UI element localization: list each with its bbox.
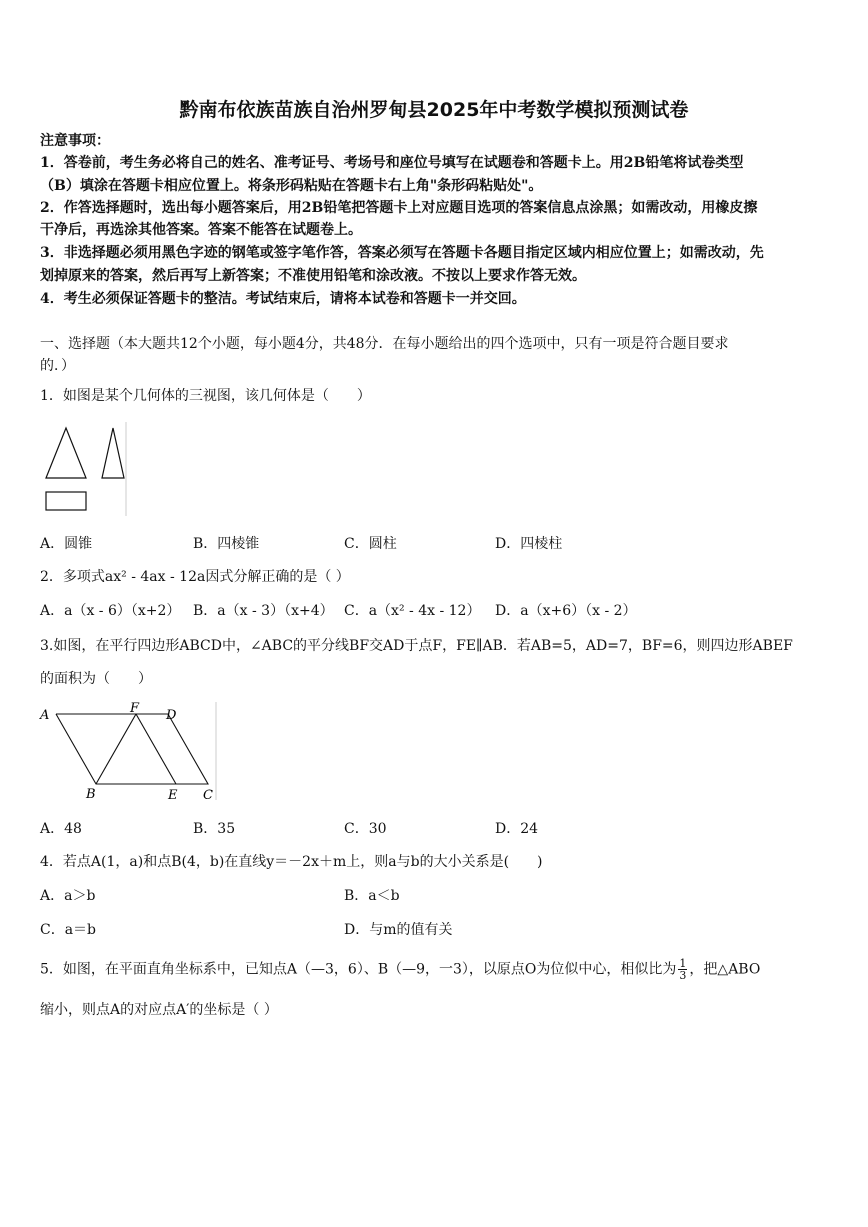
notice-item-3-line-1: 3．非选择题必须用黑色字迹的钢笔或签字笔作答，答案必须写在答题卡各题目指定区域内相应位置上；如需改动，先 [40, 245, 764, 261]
section-1-line-2: 的．） [40, 358, 75, 374]
q1-top-view-rectangle [46, 492, 86, 510]
q3-label-c: C [203, 788, 213, 803]
q2-option-d: D．a（x+6）（x - 2） [495, 603, 637, 619]
q2-option-a: A．a（x - 6）（x+2） [40, 603, 181, 619]
notice-item-1-line-2: （B）填涂在答题卡相应位置上。将条形码粘贴在答题卡右上角"条形码粘贴处"。 [40, 178, 543, 194]
section-1-line-1: 一、选择题（本大题共12个小题，每小题4分，共48分．在每小题给出的四个选项中，只有一项是符合题目要求 [40, 336, 729, 352]
q5-fraction-numerator: 1 [679, 957, 687, 970]
page-title: 黔南布依族苗族自治州罗甸县2025年中考数学模拟预测试卷 [179, 99, 689, 121]
q3-stem-line-1: 3.如图，在平行四边形ABCD中，∠ABC的平分线BF交AD于点F，FE∥AB．若AB=5，AD=7，BF=6，则四边形ABEF [40, 638, 793, 654]
q2-stem: 2．多项式ax² - 4ax - 12a因式分解正确的是（ ） [40, 569, 350, 585]
q5-stem-part-1: 5．如图，在平面直角坐标系中，已知点A（—3，6）、B（—9，一3），以原点O为位似中心，相似比为 [40, 961, 677, 978]
q5-stem-line-2: 缩小，则点A的对应点A′的坐标是（ ） [40, 1002, 278, 1018]
q5-fraction-denominator: 3 [679, 969, 687, 982]
notice-item-4: 4．考生必须保证答题卡的整洁。考试结束后，请将本试卷和答题卡一并交回。 [40, 291, 526, 307]
notice-item-3-line-2: 划掉原来的答案，然后再写上新答案；不准使用铅笔和涂改液。不按以上要求作答无效。 [40, 268, 586, 284]
q4-option-d: D．与m的值有关 [344, 922, 453, 938]
q3-option-b: B．35 [193, 821, 236, 837]
q3-label-f: F [130, 701, 140, 716]
q2-option-c: C．a（x² - 4x - 12） [344, 603, 481, 619]
q3-label-e: E [168, 788, 178, 803]
q5-fraction [678, 958, 687, 981]
q4-option-b: B．a＜b [344, 888, 400, 904]
notice-item-2-line-2: 干净后，再选涂其他答案。答案不能答在试题卷上。 [40, 222, 362, 238]
q3-segment-bf [96, 714, 136, 784]
q2-option-b: B．a（x - 3）（x+4） [193, 603, 334, 619]
q1-three-views-figure [40, 420, 130, 518]
q3-label-b: B [86, 787, 96, 802]
q1-stem: 1．如图是某个几何体的三视图，该几何体是（ ） [40, 388, 371, 404]
q3-label-d: D [166, 708, 177, 723]
q1-option-d: D．四棱柱 [495, 536, 563, 552]
q3-segment-fe [136, 714, 176, 784]
q3-parallelogram-figure [38, 700, 220, 804]
q3-stem-line-2: 的面积为（ ） [40, 671, 152, 687]
q3-option-c: C．30 [344, 821, 387, 837]
notice-heading: 注意事项： [40, 133, 110, 149]
q3-parallelogram-outline [56, 714, 208, 784]
q3-option-a: A．48 [40, 821, 82, 837]
notice-item-2-line-1: 2．作答选择题时，选出每小题答案后，用2B铅笔把答题卡上对应题目选项的答案信息点涂黑；如需改动，用橡皮擦 [40, 200, 758, 216]
q1-front-view-triangle [46, 428, 86, 478]
q3-option-d: D．24 [495, 821, 539, 837]
q3-label-a: A [40, 708, 50, 723]
q4-stem: 4．若点A(1，a)和点B(4，b)在直线y＝－2x＋m上，则a与b的大小关系是( ) [40, 854, 543, 870]
q1-option-b: B．四棱锥 [193, 536, 260, 552]
q5-stem-part-2: ，把△ABO [689, 961, 761, 978]
notice-item-1-line-1: 1．答卷前，考生务必将自己的姓名、准考证号、考场号和座位号填写在试题卷和答题卡上。用2B铅笔将试卷类型 [40, 155, 744, 171]
q1-option-c: C．圆柱 [344, 536, 397, 552]
q4-option-c: C．a＝b [40, 922, 97, 938]
q1-side-view-triangle [102, 428, 124, 478]
q4-option-a: A．a＞b [40, 888, 96, 904]
q5-stem-line-1 [40, 958, 830, 981]
q1-option-a: A．圆锥 [40, 536, 93, 552]
